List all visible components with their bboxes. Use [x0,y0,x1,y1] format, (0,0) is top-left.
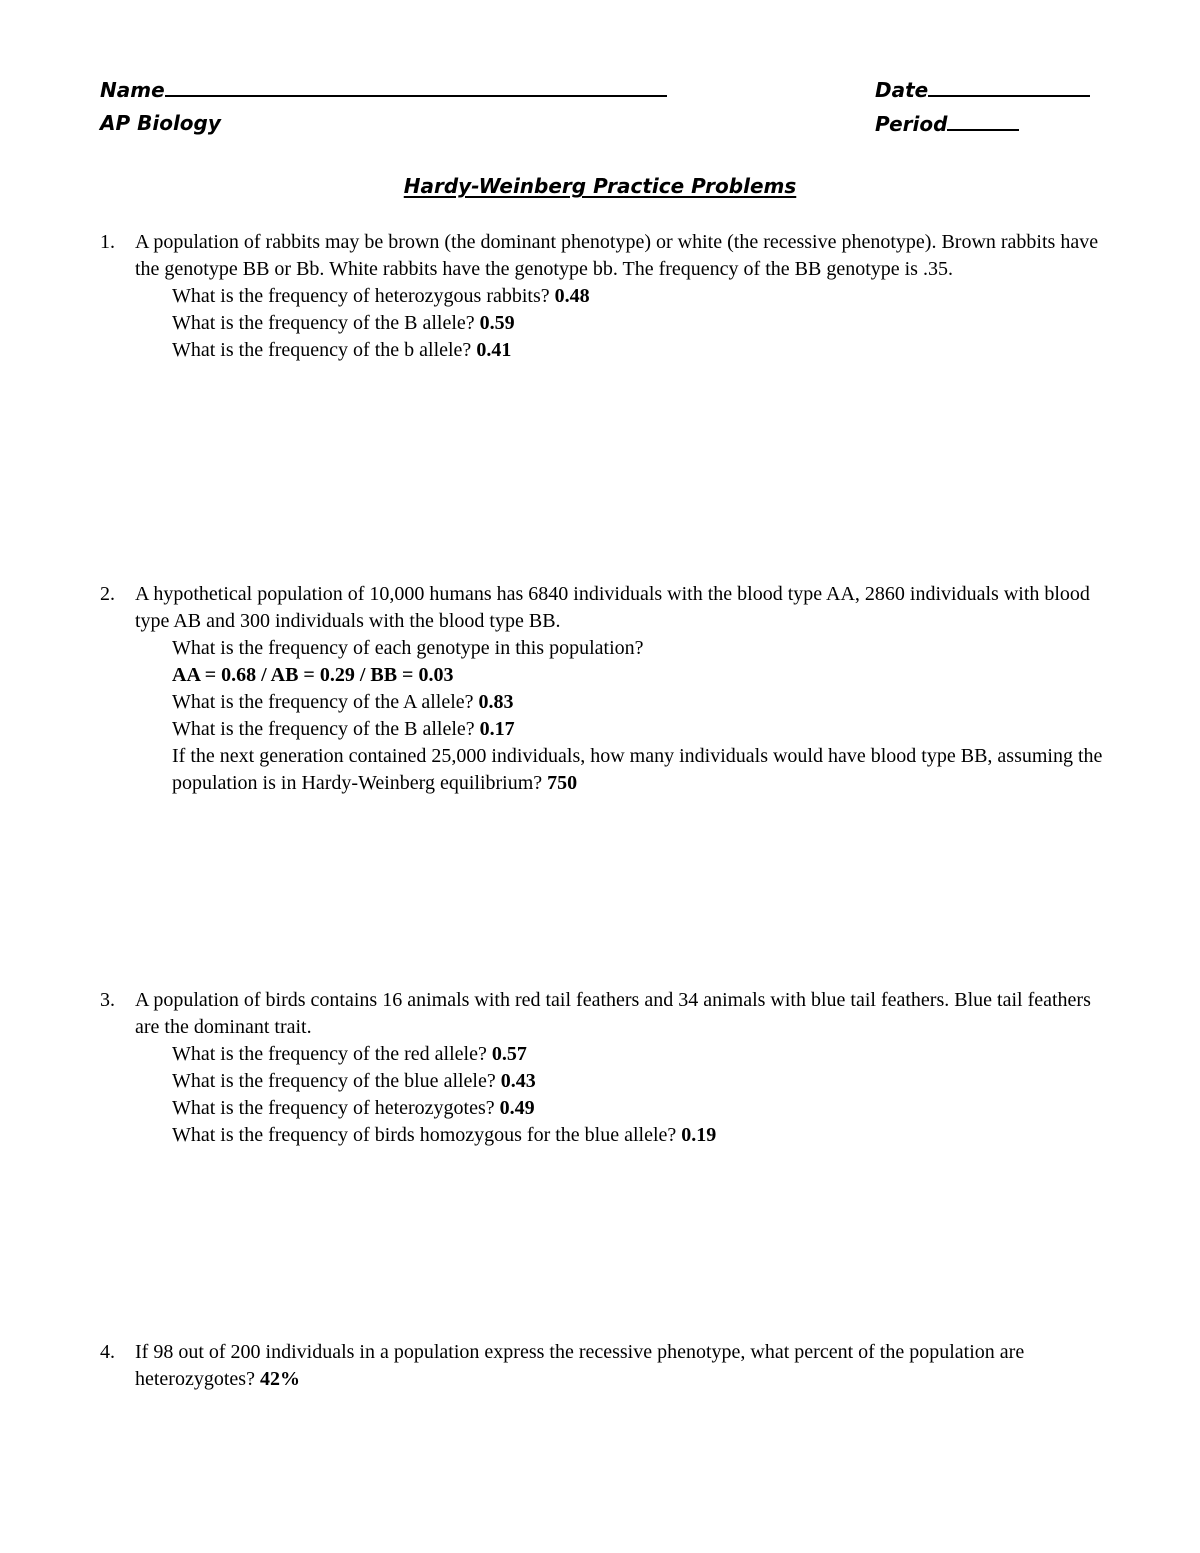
question [172,1068,1110,1095]
question-text: What is the frequency of the A allele? [172,691,474,713]
question-text: What is the frequency of heterozygotes? [172,1097,495,1119]
question [172,662,1110,689]
question-text: If the next generation contained 25,000 individuals, how many individuals would have blood type BB, assuming the population is in Hardy-Weinberg equilibrium? [172,745,1103,794]
question [172,743,1110,797]
problem-4 [100,1339,1110,1393]
problem-number: 1. [100,231,115,253]
question [172,283,1110,310]
question-text: What is the frequency of birds homozygous for the blue allele? [172,1124,677,1146]
answer: 0.59 [479,312,515,334]
answer: 0.17 [479,718,515,740]
problem-stem-text: If 98 out of 200 individuals in a population express the recessive phenotype, what percent of the population are heterozygotes? [135,1341,1025,1390]
answer: 0.43 [500,1070,536,1092]
problem-2 [100,581,1110,797]
question [172,310,1110,337]
question [172,689,1110,716]
problem-number: 2. [100,583,115,605]
problem-stem: A population of rabbits may be brown (the dominant phenotype) or white (the recessive phenotype). Brown rabbits have the genotype BB or Bb. White rabbits have the genotype bb. The frequency of the BB genotype is .35. [135,231,1099,280]
name-label: Name [100,78,165,102]
course-label: AP Biology [100,111,221,135]
period-field [875,111,1019,136]
answer: 750 [547,772,578,794]
question [172,337,1110,364]
period-blank-line [947,111,1019,131]
answer: AA = 0.68 / AB = 0.29 / BB = 0.03 [172,664,454,686]
problem-stem: A population of birds contains 16 animals with red tail feathers and 34 animals with blue tail feathers. Blue tail feathers are the dominant trait. [135,989,1091,1038]
problem-number: 3. [100,989,115,1011]
period-label: Period [875,112,948,136]
question [172,1041,1110,1068]
question-text: What is the frequency of the b allele? [172,339,472,361]
question-text: What is the frequency of the B allele? [172,312,475,334]
question-text: What is the frequency of the blue allele? [172,1070,496,1092]
problem-number: 4. [100,1341,115,1363]
answer: 0.19 [681,1124,717,1146]
problem-3 [100,987,1110,1149]
question-text: What is the frequency of each genotype in this population? [172,637,644,659]
answer: 42% [259,1368,300,1390]
date-label: Date [875,78,929,102]
question [172,716,1110,743]
question-text: What is the frequency of the red allele? [172,1043,487,1065]
name-blank-line [165,77,667,97]
question-text: What is the frequency of heterozygous rabbits? [172,285,550,307]
name-field [100,77,667,102]
problem-stem [135,1339,1110,1393]
question [172,1122,1110,1149]
answer: 0.83 [478,691,514,713]
answer: 0.41 [476,339,512,361]
answer: 0.49 [499,1097,535,1119]
page-title: Hardy-Weinberg Practice Problems [403,174,797,198]
answer: 0.57 [491,1043,527,1065]
problem-stem: A hypothetical population of 10,000 humans has 6840 individuals with the blood type AA, 2860 individuals with blood type AB and 300 individuals with the blood type BB. [135,583,1090,632]
question [172,635,1110,662]
answer: 0.48 [554,285,590,307]
problem-1 [100,229,1110,364]
question-text: What is the frequency of the B allele? [172,718,475,740]
date-field [875,77,1090,102]
question [172,1095,1110,1122]
date-blank-line [928,77,1090,97]
